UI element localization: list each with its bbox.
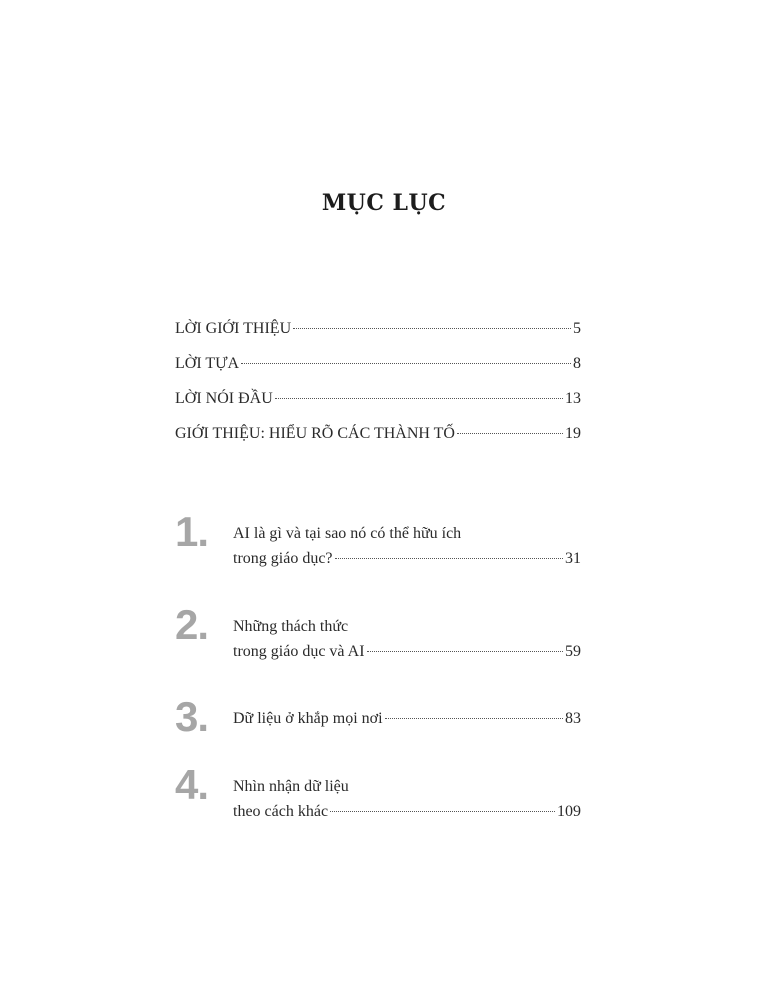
chapter-page: 59: [565, 643, 581, 660]
chapter-title-line1: AI là gì và tại sao nó có thể hữu ích: [233, 525, 462, 542]
chapter-title-line1: Nhìn nhận dữ liệu: [233, 778, 349, 795]
dot-leader: [293, 328, 571, 329]
toc-entry: [175, 355, 581, 390]
chapter-number: 1.: [175, 508, 209, 555]
toc-entry: [175, 320, 581, 355]
toc-entry-page: 8: [573, 355, 581, 372]
dot-leader: [330, 811, 555, 812]
chapter-page: 83: [565, 710, 581, 727]
toc-entry: [175, 425, 581, 460]
chapter-entry-3: [175, 693, 581, 746]
dot-leader: [457, 433, 563, 434]
dot-leader: [241, 363, 571, 364]
dot-leader: [275, 398, 563, 399]
dot-leader: [367, 651, 563, 652]
toc-entry: [175, 390, 581, 425]
chapter-title-line2-row: [233, 710, 581, 735]
toc-entry-label: LỜI GIỚI THIỆU: [175, 320, 292, 337]
chapter-title-line1: Những thách thức: [233, 618, 349, 635]
toc-entry-page: 13: [565, 390, 581, 407]
toc-entry-label: LỜI TỰA: [175, 355, 240, 372]
chapter-text: [233, 525, 581, 575]
chapter-text: [233, 710, 581, 735]
page-title: MỤC LỤC: [321, 190, 447, 216]
chapter-title-line2: theo cách khác: [233, 803, 329, 820]
chapter-entry-2: [175, 601, 581, 674]
toc-entry-page: 5: [573, 320, 581, 337]
chapter-text: [233, 778, 581, 828]
toc-entry-label: LỜI NÓI ĐẦU: [175, 390, 273, 407]
chapter-entry-1: [175, 508, 581, 581]
chapter-title-line2: trong giáo dục và AI: [233, 643, 365, 660]
chapter-page: 109: [557, 803, 581, 820]
dot-leader: [385, 718, 563, 719]
chapter-number: 3.: [175, 693, 209, 740]
chapter-number: 2.: [175, 601, 209, 648]
chapter-page: 31: [565, 550, 581, 567]
front-matter-list: [175, 320, 581, 460]
chapter-title-line2-row: [233, 643, 581, 668]
chapter-title-line2: trong giáo dục?: [233, 550, 333, 567]
toc-entry-label: GIỚI THIỆU: HIỂU RÕ CÁC THÀNH TỐ: [175, 425, 455, 442]
dot-leader: [335, 558, 563, 559]
toc-entry-page: 19: [565, 425, 581, 442]
chapter-title-line2-row: [233, 550, 581, 575]
chapter-entry-4: [175, 761, 581, 834]
chapter-number: 4.: [175, 761, 209, 808]
chapter-title-line2: Dữ liệu ở khắp mọi nơi: [233, 710, 383, 727]
chapter-text: [233, 618, 581, 668]
chapter-title-line2-row: [233, 803, 581, 828]
